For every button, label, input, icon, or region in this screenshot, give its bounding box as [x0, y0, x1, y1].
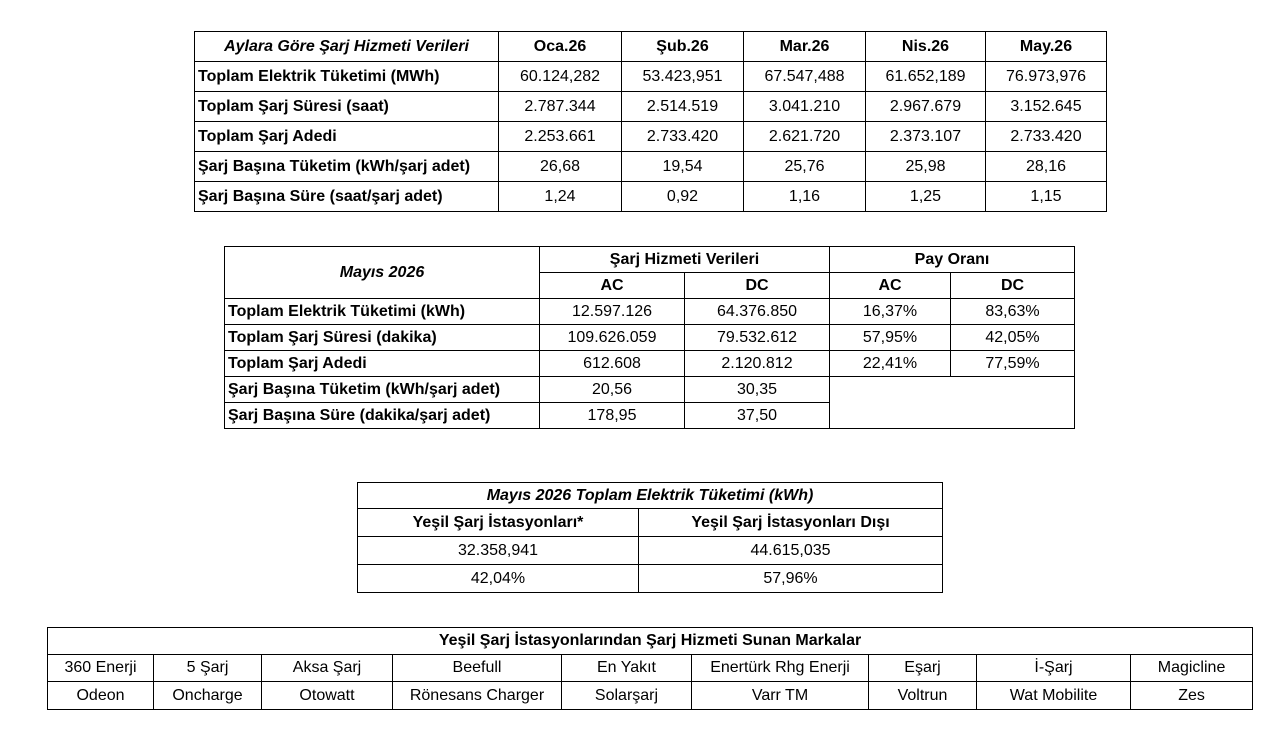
green-col-header: Yeşil Şarj İstasyonları* [358, 509, 639, 537]
table-cell: 60.124,282 [499, 62, 622, 92]
table-cell: 2.621.720 [744, 122, 866, 152]
monthly-title: Aylara Göre Şarj Hizmeti Verileri [195, 32, 499, 62]
table-row [48, 682, 1253, 710]
table-cell: 42,05% [951, 325, 1075, 351]
table-cell: 612.608 [540, 351, 685, 377]
table-cell: 2.733.420 [622, 122, 744, 152]
ac-header: AC [540, 273, 685, 299]
table-row [225, 299, 1075, 325]
brand-cell: Voltrun [869, 682, 977, 710]
group-header-share: Pay Oranı [830, 247, 1075, 273]
table-cell: 57,95% [830, 325, 951, 351]
row-label: Toplam Şarj Süresi (dakika) [225, 325, 540, 351]
group-header-service: Şarj Hizmeti Verileri [540, 247, 830, 273]
non-green-col-header: Yeşil Şarj İstasyonları Dışı [639, 509, 943, 537]
table-row [195, 152, 1107, 182]
brand-cell: Varr TM [692, 682, 869, 710]
brand-cell: İ-Şarj [977, 655, 1131, 682]
table-row [225, 351, 1075, 377]
brand-cell: Wat Mobilite [977, 682, 1131, 710]
table-cell: 42,04% [358, 565, 639, 593]
brand-cell: Aksa Şarj [262, 655, 393, 682]
table-cell: 2.733.420 [986, 122, 1107, 152]
row-label: Toplam Şarj Süresi (saat) [195, 92, 499, 122]
brand-cell: 5 Şarj [154, 655, 262, 682]
month-header: Mar.26 [744, 32, 866, 62]
table-row [195, 92, 1107, 122]
table-row [195, 62, 1107, 92]
green-title: Mayıs 2026 Toplam Elektrik Tüketimi (kWh) [358, 483, 943, 509]
table-cell: 79.532.612 [685, 325, 830, 351]
table-cell: 83,63% [951, 299, 1075, 325]
table-cell: 77,59% [951, 351, 1075, 377]
month-header: Nis.26 [866, 32, 986, 62]
monthly-table [194, 31, 1107, 212]
table-cell: 178,95 [540, 403, 685, 429]
row-label: Şarj Başına Süre (dakika/şarj adet) [225, 403, 540, 429]
table-row [48, 655, 1253, 682]
brand-cell: Zes [1131, 682, 1253, 710]
table-row [225, 377, 1075, 403]
brand-cell: Eşarj [869, 655, 977, 682]
brand-cell: Odeon [48, 682, 154, 710]
table-cell: 109.626.059 [540, 325, 685, 351]
table-cell: 61.652,189 [866, 62, 986, 92]
row-label: Şarj Başına Tüketim (kWh/şarj adet) [225, 377, 540, 403]
brand-cell: Otowatt [262, 682, 393, 710]
table-cell: 16,37% [830, 299, 951, 325]
brands-title: Yeşil Şarj İstasyonlarından Şarj Hizmeti Sunan Markalar [48, 628, 1253, 655]
table-cell: 25,98 [866, 152, 986, 182]
table-cell: 44.615,035 [639, 537, 943, 565]
table-cell: 1,15 [986, 182, 1107, 212]
table-cell: 37,50 [685, 403, 830, 429]
row-label: Toplam Elektrik Tüketimi (MWh) [195, 62, 499, 92]
month-header: Şub.26 [622, 32, 744, 62]
brand-cell: En Yakıt [562, 655, 692, 682]
table-cell: 12.597.126 [540, 299, 685, 325]
table-row [358, 537, 943, 565]
table-cell: 19,54 [622, 152, 744, 182]
table-cell: 25,76 [744, 152, 866, 182]
may-title: Mayıs 2026 [225, 247, 540, 299]
table-cell: 26,68 [499, 152, 622, 182]
table-cell: 64.376.850 [685, 299, 830, 325]
brand-cell: Magicline [1131, 655, 1253, 682]
brand-cell: Rönesans Charger [393, 682, 562, 710]
brand-cell: Beefull [393, 655, 562, 682]
table-row [195, 122, 1107, 152]
table-row [225, 325, 1075, 351]
table-cell: 1,24 [499, 182, 622, 212]
table-cell: 0,92 [622, 182, 744, 212]
empty-cell [830, 377, 1075, 429]
row-label: Şarj Başına Tüketim (kWh/şarj adet) [195, 152, 499, 182]
table-cell: 2.967.679 [866, 92, 986, 122]
ac-header: AC [830, 273, 951, 299]
row-label: Şarj Başına Süre (saat/şarj adet) [195, 182, 499, 212]
table-cell: 76.973,976 [986, 62, 1107, 92]
green-table [357, 482, 943, 593]
brands-table [47, 627, 1253, 710]
table-cell: 1,16 [744, 182, 866, 212]
row-label: Toplam Elektrik Tüketimi (kWh) [225, 299, 540, 325]
row-label: Toplam Şarj Adedi [225, 351, 540, 377]
table-cell: 3.152.645 [986, 92, 1107, 122]
table-cell: 20,56 [540, 377, 685, 403]
table-cell: 2.787.344 [499, 92, 622, 122]
table-cell: 22,41% [830, 351, 951, 377]
table-row [195, 182, 1107, 212]
table-cell: 2.373.107 [866, 122, 986, 152]
may-table [224, 246, 1075, 429]
brand-cell: Oncharge [154, 682, 262, 710]
brand-cell: Solarşarj [562, 682, 692, 710]
table-cell: 1,25 [866, 182, 986, 212]
table-cell: 2.253.661 [499, 122, 622, 152]
table-cell: 3.041.210 [744, 92, 866, 122]
table-cell: 67.547,488 [744, 62, 866, 92]
dc-header: DC [685, 273, 830, 299]
row-label: Toplam Şarj Adedi [195, 122, 499, 152]
table-cell: 53.423,951 [622, 62, 744, 92]
brand-cell: Enertürk Rhg Enerji [692, 655, 869, 682]
table-cell: 28,16 [986, 152, 1107, 182]
table-cell: 2.514.519 [622, 92, 744, 122]
table-cell: 32.358,941 [358, 537, 639, 565]
month-header: Oca.26 [499, 32, 622, 62]
brand-cell: 360 Enerji [48, 655, 154, 682]
dc-header: DC [951, 273, 1075, 299]
table-cell: 57,96% [639, 565, 943, 593]
table-row [358, 565, 943, 593]
table-cell: 30,35 [685, 377, 830, 403]
month-header: May.26 [986, 32, 1107, 62]
table-cell: 2.120.812 [685, 351, 830, 377]
